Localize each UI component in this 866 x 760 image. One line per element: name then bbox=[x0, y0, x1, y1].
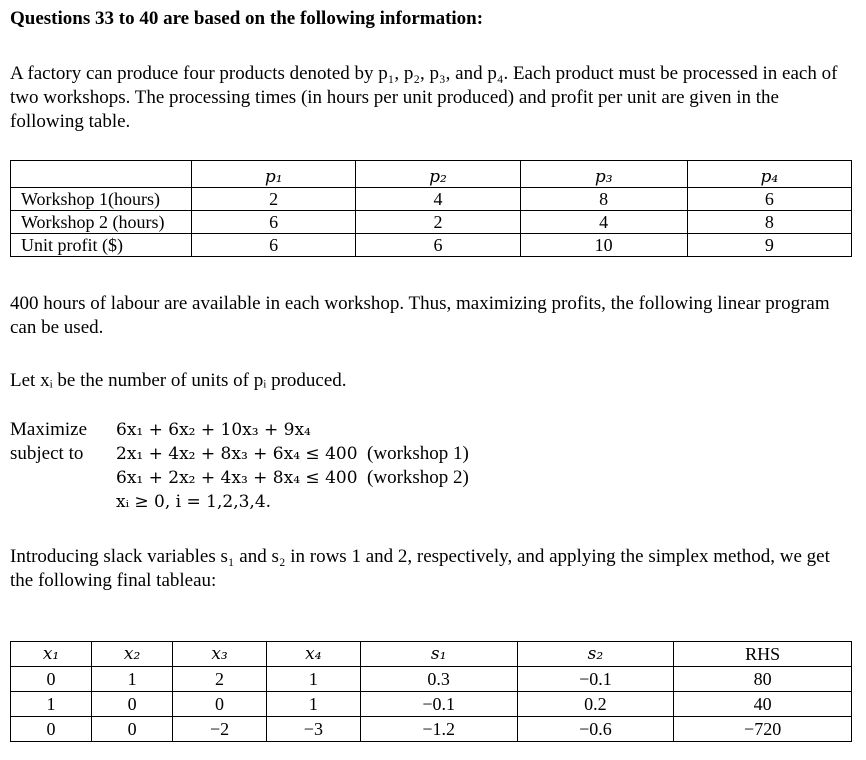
constraint-1-expression: 2x₁ + 4x₂ + 8x₃ + 6x₄ ≤ 400 bbox=[116, 444, 358, 464]
header-cell: RHS bbox=[674, 642, 852, 667]
header-cell: s₁ bbox=[360, 642, 517, 667]
header-cell: x₂ bbox=[92, 642, 173, 667]
header-cell: s₂ bbox=[517, 642, 674, 667]
header-cell: p₂ bbox=[356, 161, 520, 188]
table-row bbox=[11, 188, 852, 211]
table-cell: −720 bbox=[674, 717, 852, 742]
constraint-1-note: (workshop 1) bbox=[367, 443, 469, 464]
table-row bbox=[11, 211, 852, 234]
row-label: Workshop 2 (hours) bbox=[11, 211, 192, 234]
table-cell: 80 bbox=[674, 667, 852, 692]
nonnegativity-expression: xᵢ ≥ 0, i = 1,2,3,4. bbox=[116, 492, 272, 512]
table-cell: 0 bbox=[92, 717, 173, 742]
table-cell: 6 bbox=[192, 211, 356, 234]
table-header-row bbox=[11, 161, 852, 188]
table-cell: 10 bbox=[520, 234, 687, 257]
slack-paragraph: Introducing slack variables s₁ and s₂ in rows 1 and 2, respectively, and applying the simplex method, we get the following final tableau: bbox=[10, 546, 830, 591]
header-cell: p₁ bbox=[192, 161, 356, 188]
maximize-keyword: Maximize bbox=[10, 419, 88, 440]
section-heading: Questions 33 to 40 are based on the following information: bbox=[10, 8, 484, 29]
let-statement: Let xᵢ be the number of units of pᵢ produced. bbox=[10, 370, 347, 391]
nonnegativity-row bbox=[10, 490, 469, 514]
table-cell: 2 bbox=[192, 188, 356, 211]
table-cell: 4 bbox=[520, 211, 687, 234]
constraint-2-expression: 6x₁ + 2x₂ + 4x₃ + 8x₄ ≤ 400 bbox=[116, 468, 358, 488]
table-cell: 8 bbox=[520, 188, 687, 211]
table-cell: 8 bbox=[687, 211, 851, 234]
table-row bbox=[11, 692, 852, 717]
table-cell: 0 bbox=[92, 692, 173, 717]
header-cell: x₁ bbox=[11, 642, 92, 667]
table-cell: 1 bbox=[11, 692, 92, 717]
objective-row bbox=[10, 418, 469, 442]
table-cell: 1 bbox=[266, 692, 360, 717]
labour-paragraph: 400 hours of labour are available in each workshop. Thus, maximizing profits, the following linear program can be used. bbox=[10, 293, 830, 338]
header-cell: p₃ bbox=[520, 161, 687, 188]
header-cell: x₃ bbox=[173, 642, 267, 667]
table-cell: 40 bbox=[674, 692, 852, 717]
table-cell: 2 bbox=[173, 667, 267, 692]
product-table bbox=[10, 160, 852, 257]
table-cell: −2 bbox=[173, 717, 267, 742]
table-cell: 0.3 bbox=[360, 667, 517, 692]
table-cell: 1 bbox=[92, 667, 173, 692]
tableau-header-row bbox=[11, 642, 852, 667]
table-cell: 1 bbox=[266, 667, 360, 692]
table-cell: 0 bbox=[173, 692, 267, 717]
table-cell: 0.2 bbox=[517, 692, 674, 717]
objective-expression: 6x₁ + 6x₂ + 10x₃ + 9x₄ bbox=[116, 420, 311, 440]
table-row bbox=[11, 234, 852, 257]
table-cell: 0 bbox=[11, 667, 92, 692]
table-cell: −3 bbox=[266, 717, 360, 742]
table-cell: 4 bbox=[356, 188, 520, 211]
header-cell bbox=[11, 161, 192, 188]
constraint-row-2 bbox=[10, 466, 469, 490]
linear-program bbox=[10, 418, 469, 514]
table-cell: 6 bbox=[356, 234, 520, 257]
final-tableau bbox=[10, 641, 852, 742]
table-cell: −1.2 bbox=[360, 717, 517, 742]
intro-paragraph: A factory can produce four products denoted by p₁, p₂, p₃, and p₄. Each product must be processed in each of two workshops. The processing times (in hours per unit produced) and profit per unit are given in the following table. bbox=[10, 63, 838, 132]
table-cell: 6 bbox=[687, 188, 851, 211]
table-row bbox=[11, 667, 852, 692]
header-cell: x₄ bbox=[266, 642, 360, 667]
subject-to-keyword: subject to bbox=[10, 443, 84, 464]
table-cell: 2 bbox=[356, 211, 520, 234]
header-cell: p₄ bbox=[687, 161, 851, 188]
constraint-row-1 bbox=[10, 442, 469, 466]
table-cell: 9 bbox=[687, 234, 851, 257]
table-cell: −0.1 bbox=[360, 692, 517, 717]
row-label: Unit profit ($) bbox=[11, 234, 192, 257]
table-cell: 0 bbox=[11, 717, 92, 742]
table-row bbox=[11, 717, 852, 742]
constraint-2-note: (workshop 2) bbox=[367, 467, 469, 488]
table-cell: −0.1 bbox=[517, 667, 674, 692]
table-cell: −0.6 bbox=[517, 717, 674, 742]
row-label: Workshop 1(hours) bbox=[11, 188, 192, 211]
table-cell: 6 bbox=[192, 234, 356, 257]
